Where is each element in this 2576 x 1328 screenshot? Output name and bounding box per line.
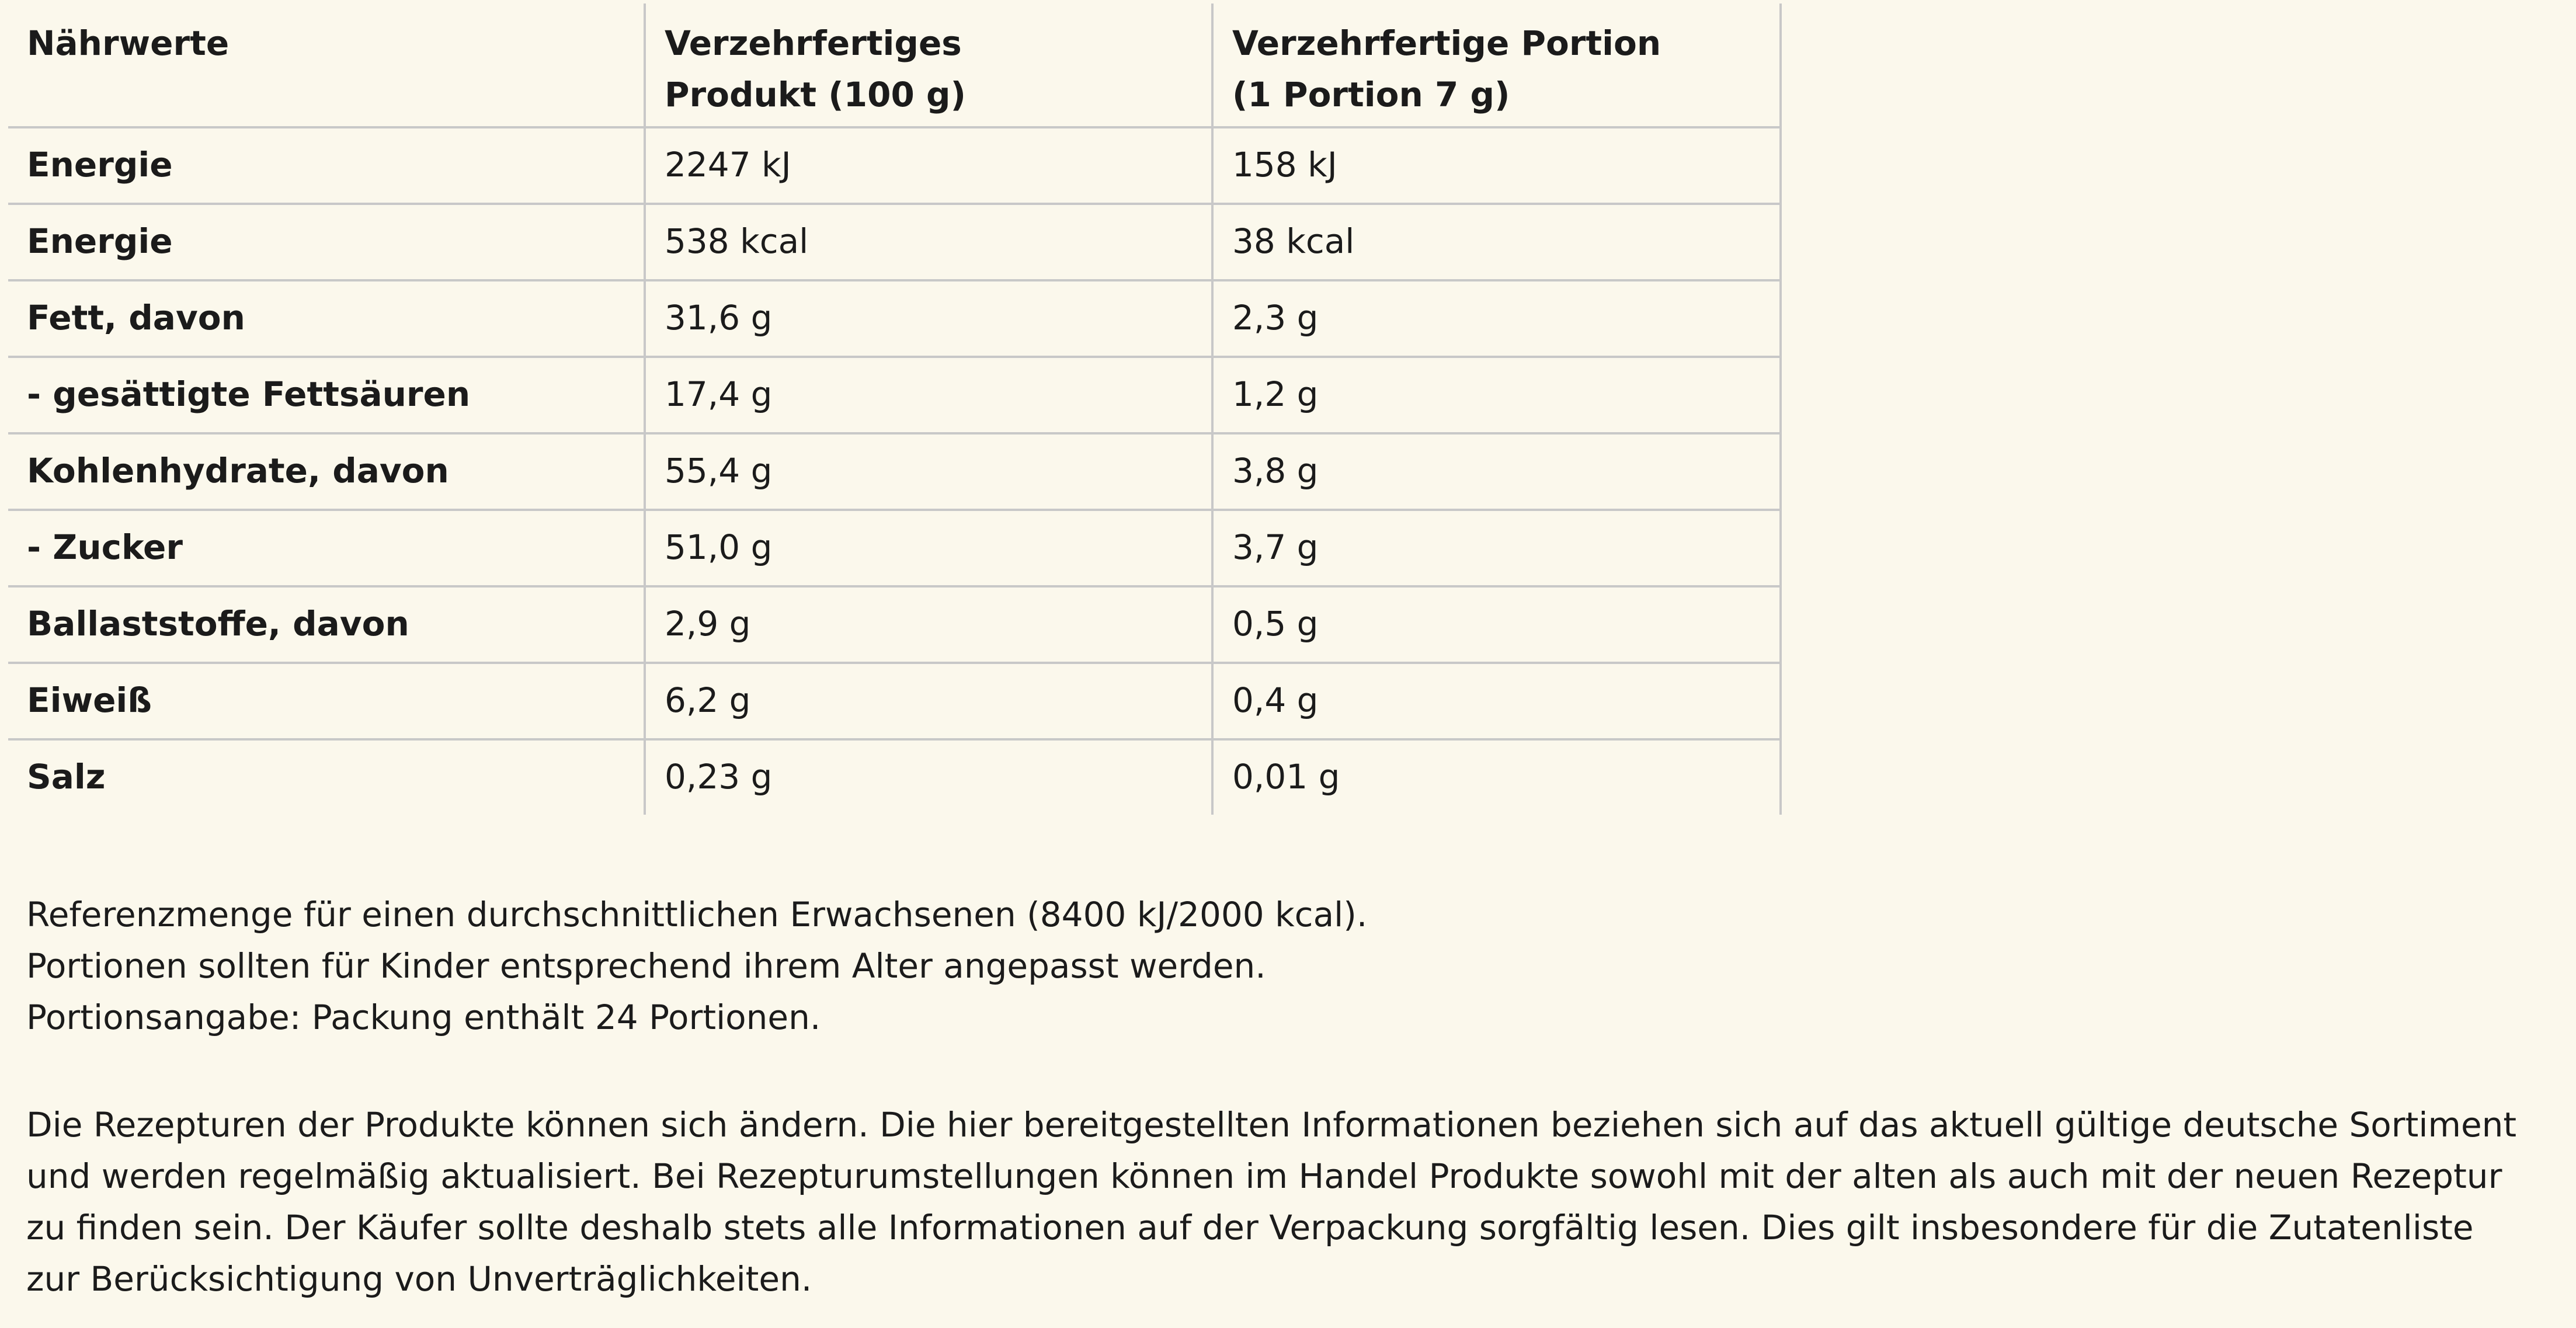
row-value-per-100g: 51,0 g [645, 510, 1212, 586]
row-value-per-100g: 17,4 g [645, 357, 1212, 433]
row-value-per-portion: 0,4 g [1212, 663, 1781, 739]
table-row [8, 433, 1781, 510]
table-header-row [8, 4, 1781, 127]
row-value-per-portion: 0,5 g [1212, 586, 1781, 663]
row-value-per-portion: 1,2 g [1212, 357, 1781, 433]
row-value-per-portion: 2,3 g [1212, 280, 1781, 357]
note-children: Portionen sollten für Kinder entsprechend ihrem Alter angepasst werden. [26, 946, 1266, 986]
row-label: - Zucker [8, 510, 645, 586]
table-row [8, 127, 1781, 204]
row-value-per-100g: 0,23 g [645, 739, 1212, 815]
row-value-per-portion: 3,8 g [1212, 433, 1781, 510]
row-value-per-100g: 2,9 g [645, 586, 1212, 663]
row-value-per-portion: 0,01 g [1212, 739, 1781, 815]
notes [26, 889, 2537, 1043]
table-row [8, 663, 1781, 739]
row-value-per-portion: 158 kJ [1212, 127, 1781, 204]
table-row [8, 280, 1781, 357]
table-body [8, 127, 1781, 815]
row-label: Ballaststoffe, davon [8, 586, 645, 663]
table-row [8, 586, 1781, 663]
row-label: Salz [8, 739, 645, 815]
row-value-per-portion: 3,7 g [1212, 510, 1781, 586]
note-portions: Portionsangabe: Packung enthält 24 Portionen. [26, 997, 821, 1037]
table-row [8, 204, 1781, 280]
row-value-per-100g: 55,4 g [645, 433, 1212, 510]
header-per-portion-text: Verzehrfertige Portion (1 Portion 7 g) [1232, 23, 1661, 114]
table-row [8, 357, 1781, 433]
header-per-100g-text: Verzehrfertiges Produkt (100 g) [665, 23, 967, 114]
row-label: Fett, davon [8, 280, 645, 357]
disclaimer-text: Die Rezepturen der Produkte können sich ändern. Die hier bereitgestellten Informationen beziehen sich auf das aktuell gültige deutsche Sortiment und werden regelmäßig aktualisiert. Bei Rezepturumstellungen können im Handel Produkte sowohl mit der alten als auch mit der neuen Rezeptur zu finden sein. Der Käufer sollte deshalb stets alle Informationen auf der Verpackung sorgfältig lesen. Dies gilt insbesondere für die Zutatenliste zur Berücksichtigung von Unverträglichkeiten. [26, 1105, 2517, 1299]
row-label: - gesättigte Fettsäuren [8, 357, 645, 433]
table-row [8, 739, 1781, 815]
note-reference: Referenzmenge für einen durchschnittlichen Erwachsenen (8400 kJ/2000 kcal). [26, 895, 1368, 934]
table-row [8, 510, 1781, 586]
row-label: Energie [8, 204, 645, 280]
header-naehrwerte: Nährwerte [27, 23, 230, 63]
header-per-portion [1212, 4, 1781, 127]
row-value-per-100g: 31,6 g [645, 280, 1212, 357]
row-label: Kohlenhydrate, davon [8, 433, 645, 510]
row-value-per-portion: 38 kcal [1212, 204, 1781, 280]
row-label: Energie [8, 127, 645, 204]
nutrition-table [8, 4, 1782, 815]
row-label: Eiweiß [8, 663, 645, 739]
header-per-100g [645, 4, 1212, 127]
row-value-per-100g: 2247 kJ [645, 127, 1212, 204]
row-value-per-100g: 6,2 g [645, 663, 1212, 739]
row-value-per-100g: 538 kcal [645, 204, 1212, 280]
